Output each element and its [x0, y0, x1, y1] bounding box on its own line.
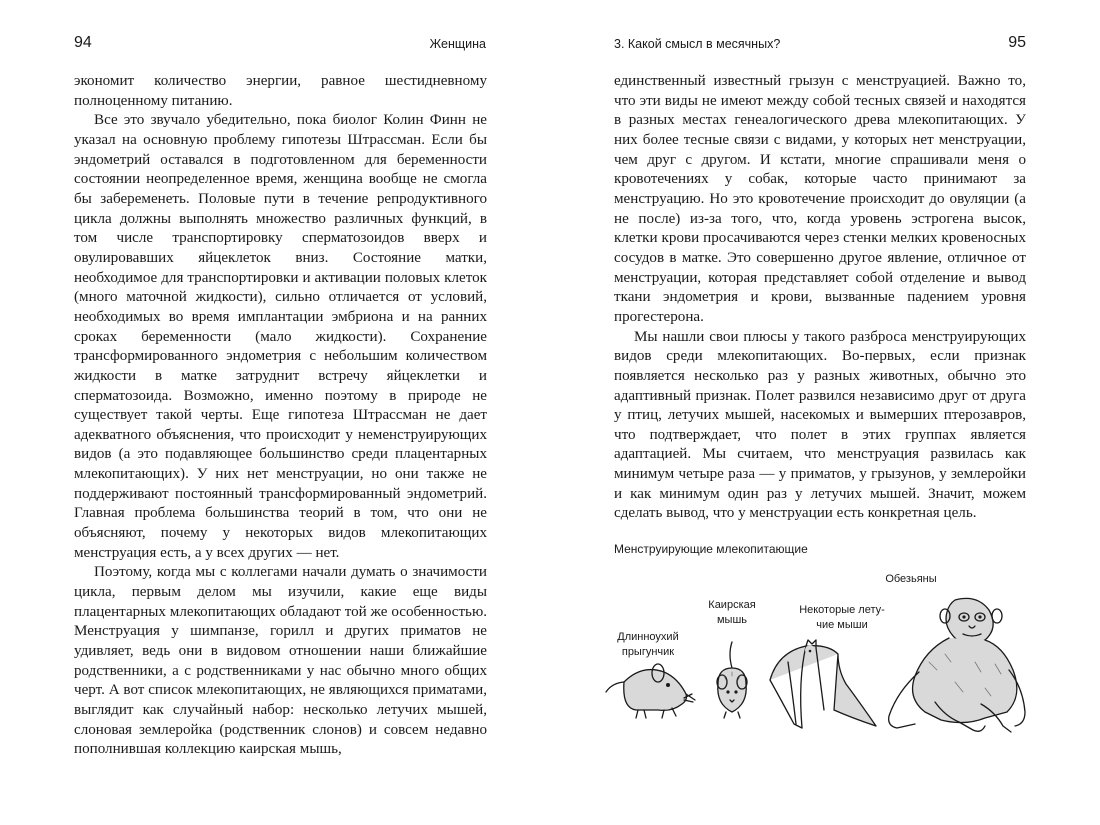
paragraph: экономит количество энергии, равное шестидневному полноценному питанию. — [74, 73, 487, 109]
elephant-shrew-illustration — [602, 658, 697, 724]
page-number: 95 — [1008, 34, 1026, 51]
right-page — [550, 0, 1100, 825]
label-cairo-mouse: Каирская мышь — [708, 599, 756, 626]
monkey-illustration — [885, 592, 1027, 736]
cairo-mouse-illustration — [710, 640, 754, 720]
running-title: 3. Какой смысл в месячных? — [614, 37, 781, 51]
paragraph: единственный известный грызун с менструацией. Важно то, что эти виды не имеют между собой тесных связей и находятся в разных местах генеалогического древа млекопитающих. У них более тесные связи с видами, у которых нет менструации, чем друг с другом. И кстати, многие спрашивали меня о кровотечениях у собак, которые часто принимают за менструацию. Но это кровотечение происходит до овуляции (а не после) из-за того, что, когда уровень эстрогена высок, клетки крови просачиваются через стенки мелких кровеносных сосудов в матке. Это совершенно другое явление, отличное от менструации, которая представляет собой отделение и вывод ткани эндометрия и крови, вызванные падением уровня прогестерона. — [614, 73, 1026, 325]
label-monkeys: Обезьяны — [885, 573, 937, 585]
label-bats: Некоторые лету- чие мыши — [799, 604, 885, 631]
label-elephant-shrew: Длинноухий прыгунчик — [617, 631, 679, 658]
paragraph: Все это звучало убедительно, пока биолог Колин Финн не указал на основную проблему гипотезы Штрассман. Если бы эндометрий оставался в подготовленном для беременности состоянии неопределенное время, женщина вообще не смогла бы забеременеть. Половые пути в течение репродуктивного цикла должны выполнять множество различных функций, в том числе транспортировку сперматозоидов вверх и овулировавших яйцеклеток вниз. Состояние матки, необходимое для транспортировки и активации половых клеток (много маточной жидкости), сильно отличается от условий, необходимых во время имплантации эмбриона и на ранних сроках беременности (мало жидкости). Сохранение трансформированного эндометрия с небольшим количеством жидкости в матке затруднит встречу яйцеклетки и сперматозоида. Возможно, именно поэтому в природе не существует такой черты. Еще гипотеза Штрассман не дает адекватного объяснения, что происходит у неменструирующих видов (а это подавляющее большинство среди плацентарных млекопитающих). У них нет менструации, но они также не поддерживают постоянный трансформированный эндометрий. Главная проблема большинства теорий в том, что они не объясняют, почему у некоторых видов млекопитающих менструация есть, а у всех других — нет. — [74, 112, 487, 561]
paragraph: Мы нашли свои плюсы у такого разброса менструирующих видов среди млекопитающих. Во-первых, если признак появляется несколько раз у разных животных, обычно это адаптивный признак. Полет развился независимо друг от друга у птиц, летучих мышей, насекомых и вымерших птерозавров, что подтверждает, что полет в этих группах является адаптацией. Мы считаем, что менструация развилась как минимум четыре раза — у приматов, у грызунов, у землеройки и как минимум один раз у летучих мышей. Значит, можем сделать вывод, что у менструации есть конкретная цель. — [614, 328, 1026, 522]
body-text — [74, 72, 487, 760]
body-text — [614, 72, 1026, 524]
running-title: Женщина — [429, 37, 486, 51]
page-number: 94 — [74, 34, 92, 51]
paragraph: Поэтому, когда мы с коллегами начали думать о значимости цикла, первым делом мы изучили, какие еще виды плацентарных млекопитающих обладают той же особенностью. Менструация у шимпанзе, горилл и других приматов не удивляет, ведь они в видовом отношении наши ближайшие родственники, а с родственниками у нас обычно много общих черт. А вот список млекопитающих, не являющихся приматами, выглядит как случайный набор: несколько летучих мышей, слоновая землеройка (родственник слонов) и совсем недавно пополнившая коллекцию каирская мышь, — [74, 564, 487, 758]
figure-caption: Менструирующие млекопитающие — [614, 542, 808, 556]
bat-illustration — [768, 640, 880, 730]
